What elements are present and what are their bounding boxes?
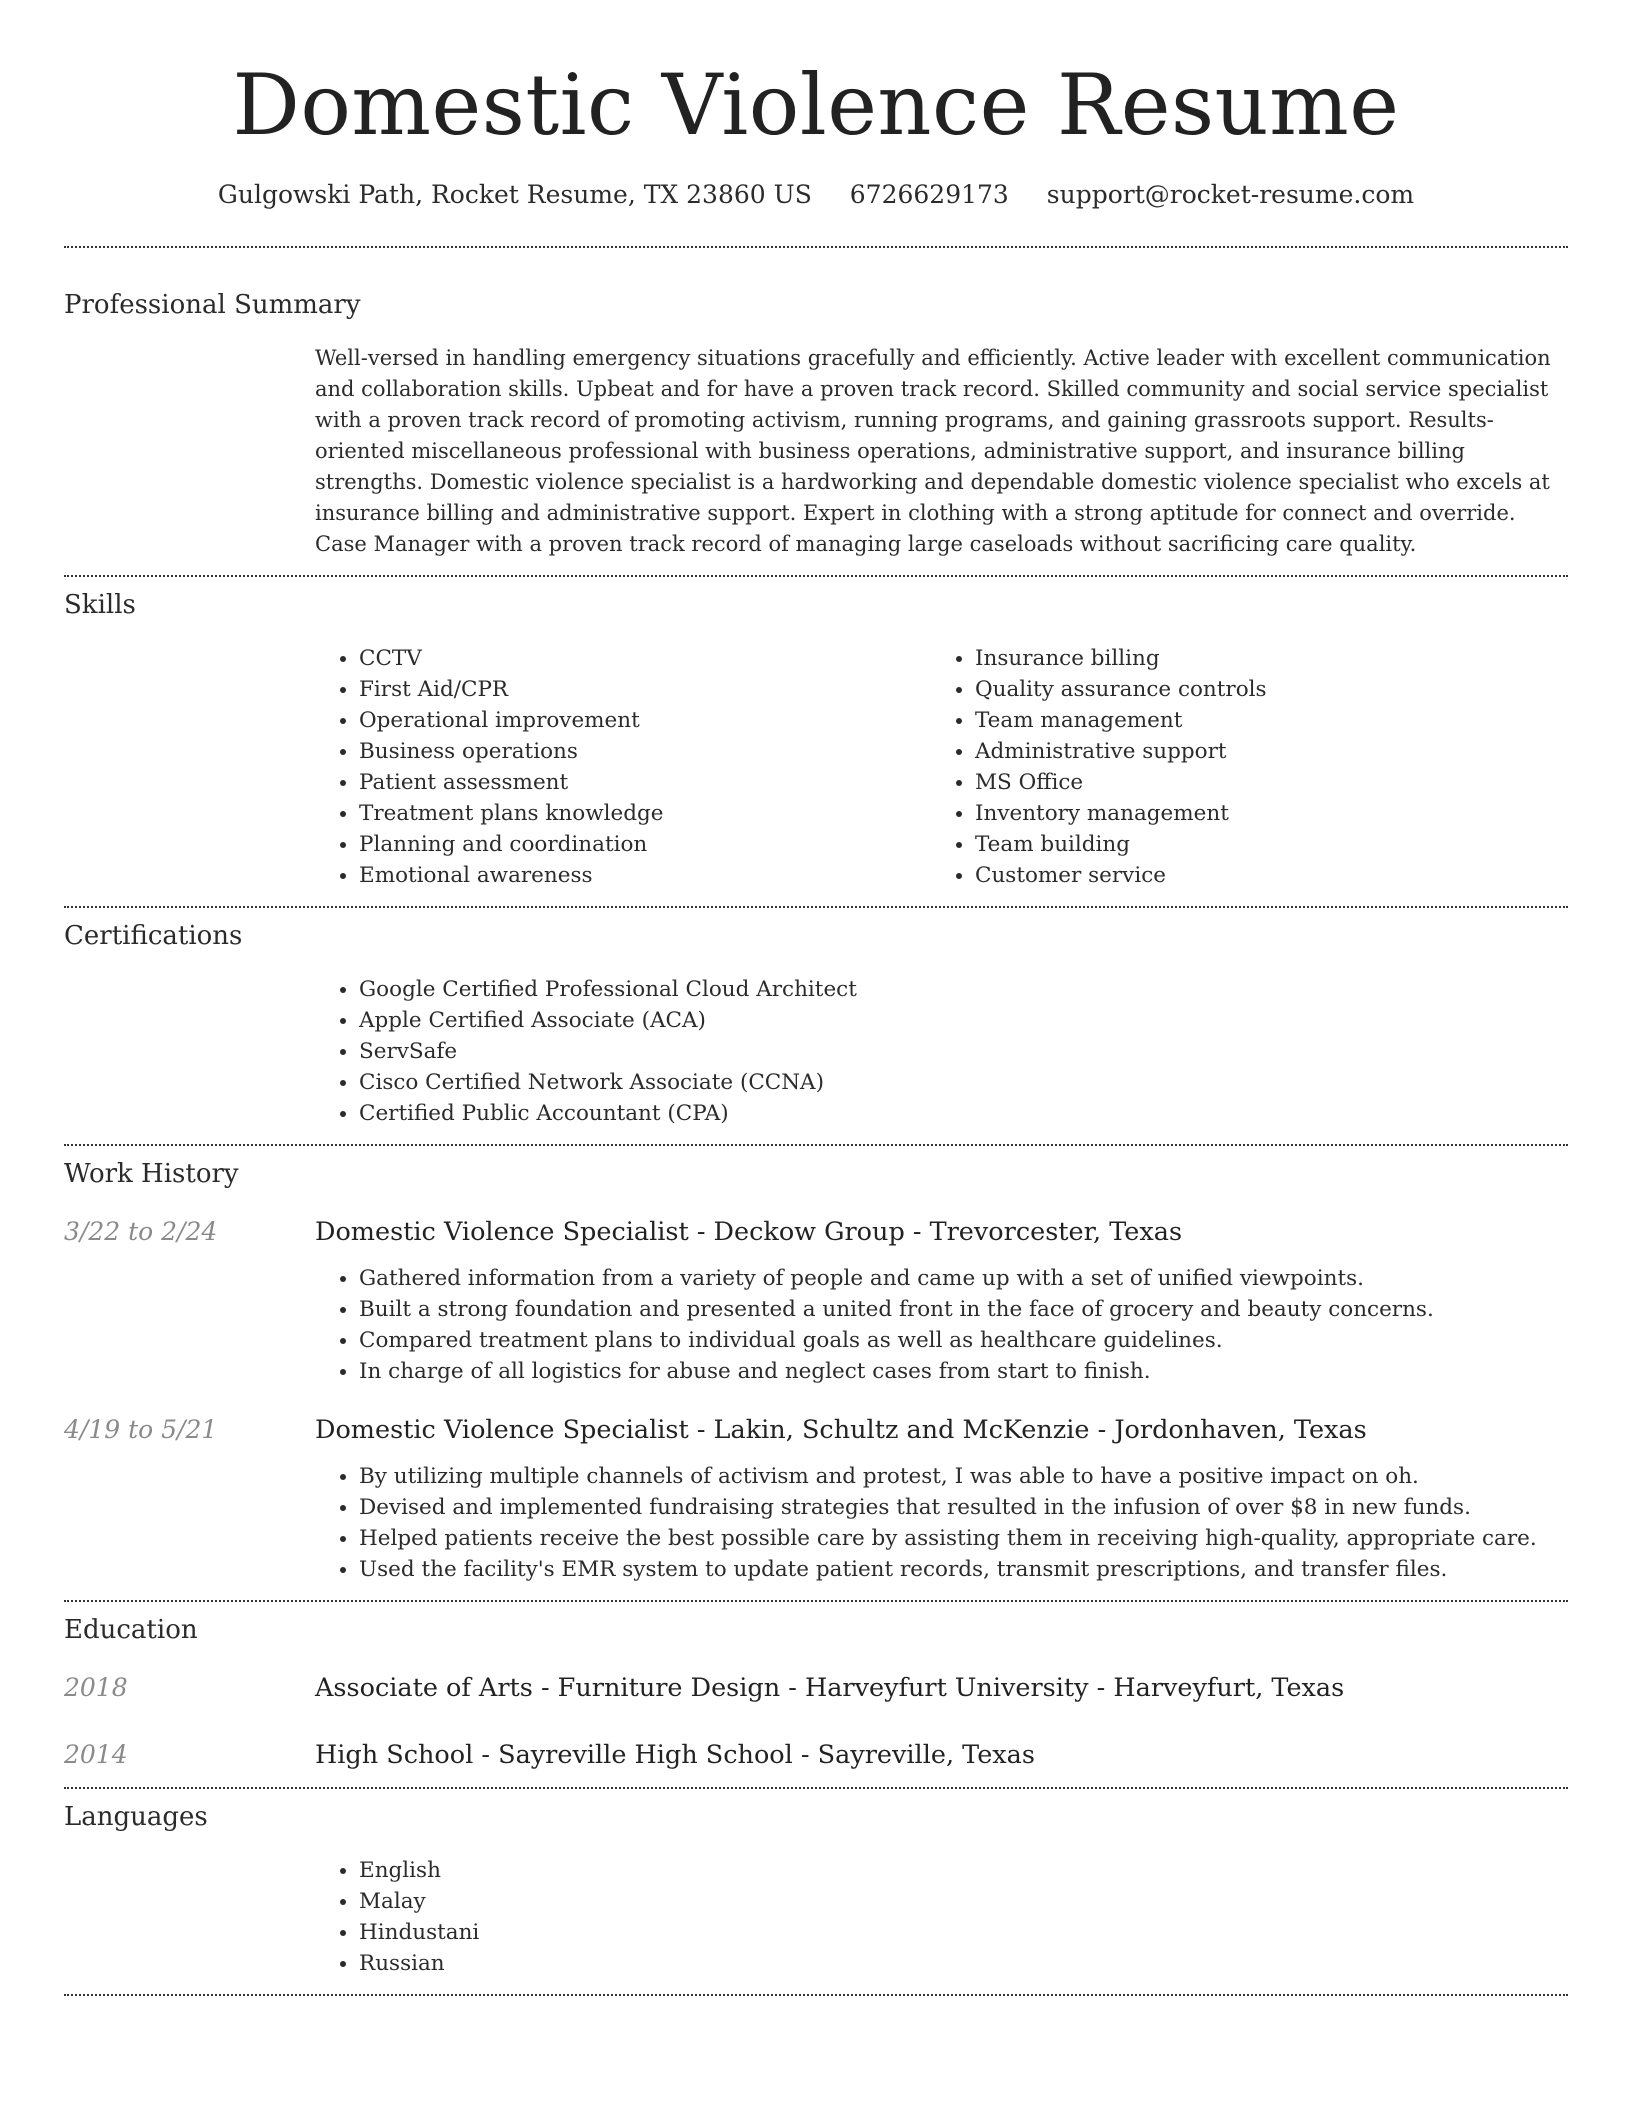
work-title: Domestic Violence Specialist - Deckow Group - Trevorcester, Texas	[315, 1217, 1183, 1247]
list-item: • Team building	[975, 829, 1547, 860]
education-date: 2014	[64, 1740, 128, 1769]
section-certifications	[64, 919, 1568, 1129]
list-item: • Built a strong foundation and presented a united front in the face of grocery and beauty concerns.	[359, 1294, 1568, 1325]
education-date: 2018	[64, 1673, 128, 1702]
list-item: • By utilizing multiple channels of activism and protest, I was able to have a positive impact on oh.	[359, 1461, 1568, 1492]
education-title: High School - Sayreville High School - Sayreville, Texas	[315, 1740, 1035, 1770]
resume-name: Domestic Violence Resume	[232, 56, 1400, 154]
divider	[64, 1994, 1568, 1996]
list-item: • English	[359, 1855, 1568, 1886]
skills-content	[315, 643, 1568, 891]
list-item: • First Aid/CPR	[359, 674, 931, 705]
list-item: • In charge of all logistics for abuse and neglect cases from start to finish.	[359, 1356, 1568, 1387]
list-item: • Certified Public Accountant (CPA)	[359, 1098, 1568, 1129]
list-item: • Google Certified Professional Cloud Architect	[359, 974, 1568, 1005]
contact-phone: 6726629173	[849, 180, 1009, 209]
list-item: • Team management	[975, 705, 1547, 736]
certifications-list	[315, 974, 1568, 1129]
section-title-work-history: Work History	[64, 1159, 239, 1189]
contact-email: support@rocket-resume.com	[1046, 180, 1415, 209]
list-item: • Compared treatment plans to individual goals as well as healthcare guidelines.	[359, 1325, 1568, 1356]
list-item: • CCTV	[359, 643, 931, 674]
languages-content	[315, 1855, 1568, 1979]
summary-content	[315, 343, 1568, 560]
divider	[64, 906, 1568, 908]
skills-column-right	[931, 643, 1547, 891]
work-date: 3/22 to 2/24	[64, 1217, 218, 1246]
list-item: • MS Office	[975, 767, 1547, 798]
divider	[64, 246, 1568, 248]
section-education	[64, 1613, 1568, 1772]
work-date: 4/19 to 5/21	[64, 1415, 218, 1444]
work-bullets	[315, 1461, 1568, 1585]
list-item: • Gathered information from a variety of people and came up with a set of unified viewpoints.	[359, 1263, 1568, 1294]
list-item: • Helped patients receive the best possible care by assisting them in receiving high-quality, appropriate care.	[359, 1523, 1568, 1554]
contact-line	[0, 178, 1632, 212]
summary-text: Well-versed in handling emergency situations gracefully and efficiently. Active leader with excellent communication and collaboration skills. Upbeat and for have a proven track record. Skilled community and social service specialist with a proven track record of promoting activism, running programs, and gaining grassroots support. Results-oriented miscellaneous professional with business operations, administrative support, and insurance billing strengths. Domestic violence specialist is a hardworking and dependable domestic violence specialist who excels at insurance billing and administrative support. Expert in clothing with a strong aptitude for connect and override. Case Manager with a proven track record of managing large caseloads without sacrificing care quality.	[315, 346, 1551, 556]
list-item: • Inventory management	[975, 798, 1547, 829]
divider	[64, 1787, 1568, 1789]
section-title-languages: Languages	[64, 1802, 208, 1832]
list-item: • Quality assurance controls	[975, 674, 1547, 705]
languages-list	[315, 1855, 1568, 1979]
section-title-education: Education	[64, 1615, 198, 1645]
list-item: • Business operations	[359, 736, 931, 767]
section-title-skills: Skills	[64, 590, 136, 620]
section-work-history	[64, 1157, 1568, 1585]
work-entry	[64, 1215, 1568, 1387]
work-bullets	[315, 1263, 1568, 1387]
list-item: • Treatment plans knowledge	[359, 798, 931, 829]
work-entry	[64, 1413, 1568, 1585]
list-item: • Emotional awareness	[359, 860, 931, 891]
list-item: • Operational improvement	[359, 705, 931, 736]
list-item: • Devised and implemented fundraising strategies that resulted in the infusion of over $8 in new funds.	[359, 1492, 1568, 1523]
list-item: • Russian	[359, 1948, 1568, 1979]
list-item: • Administrative support	[975, 736, 1547, 767]
list-item: • Malay	[359, 1886, 1568, 1917]
work-title: Domestic Violence Specialist - Lakin, Schultz and McKenzie - Jordonhaven, Texas	[315, 1415, 1367, 1445]
divider	[64, 1600, 1568, 1602]
resume-header	[0, 0, 1632, 212]
skills-list-left	[315, 643, 931, 891]
section-summary	[64, 288, 1568, 560]
list-item: • Customer service	[975, 860, 1547, 891]
list-item: • Insurance billing	[975, 643, 1547, 674]
list-item: • ServSafe	[359, 1036, 1568, 1067]
section-languages	[64, 1800, 1568, 1979]
list-item: • Planning and coordination	[359, 829, 931, 860]
list-item: • Hindustani	[359, 1917, 1568, 1948]
education-entry	[64, 1671, 1568, 1705]
divider	[64, 1144, 1568, 1146]
list-item: • Used the facility's EMR system to update patient records, transmit prescriptions, and transfer files.	[359, 1554, 1568, 1585]
skills-column-left	[315, 643, 931, 891]
education-entry	[64, 1738, 1568, 1772]
section-title-summary: Professional Summary	[64, 290, 361, 320]
list-item: • Cisco Certified Network Associate (CCNA)	[359, 1067, 1568, 1098]
list-item: • Apple Certified Associate (ACA)	[359, 1005, 1568, 1036]
skills-list-right	[931, 643, 1547, 891]
section-title-certifications: Certifications	[64, 921, 243, 951]
skills-grid	[315, 643, 1568, 891]
list-item: • Patient assessment	[359, 767, 931, 798]
divider	[64, 575, 1568, 577]
certifications-content	[315, 974, 1568, 1129]
education-title: Associate of Arts - Furniture Design - Harveyfurt University - Harveyfurt, Texas	[315, 1673, 1345, 1703]
contact-address: Gulgowski Path, Rocket Resume, TX 23860 US	[217, 180, 812, 209]
section-skills	[64, 588, 1568, 891]
